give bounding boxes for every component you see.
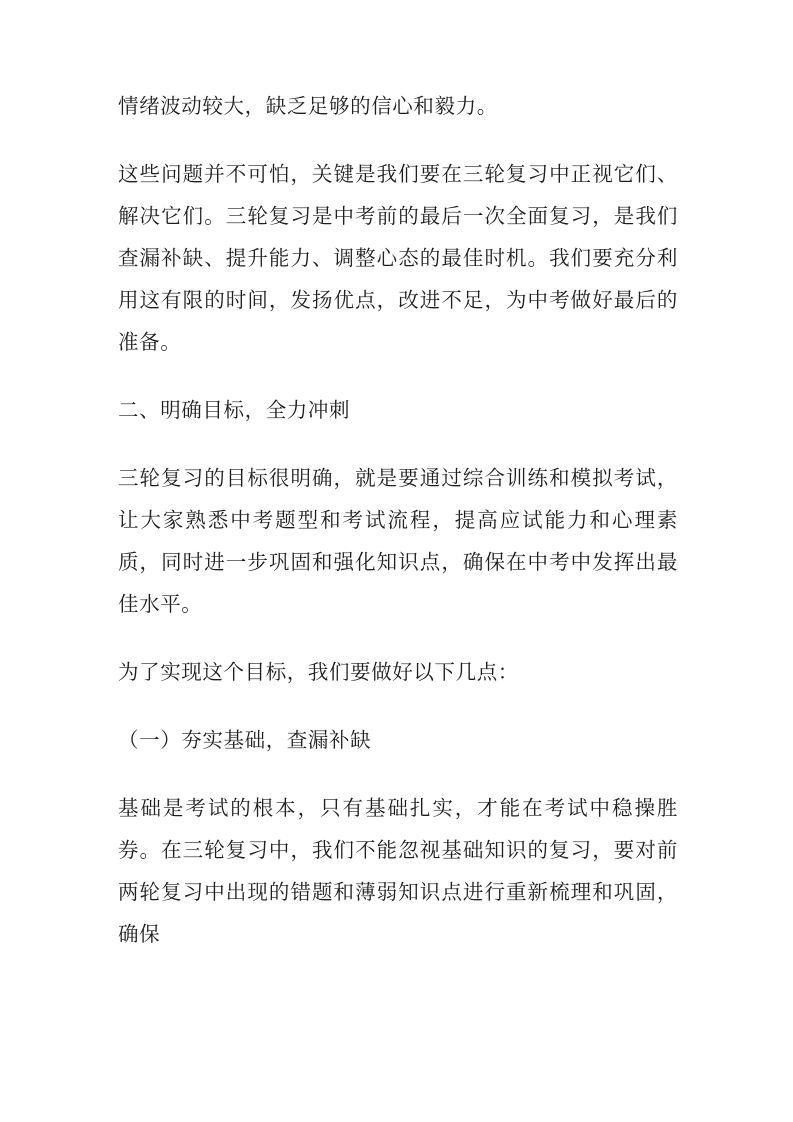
paragraph-4: 三轮复习的目标很明确，就是要通过综合训练和模拟考试，让大家熟悉中考题型和考试流程，提高应试能力和心理素质，同时进一步巩固和强化知识点，确保在中考中发挥出最佳水平。 (118, 467, 678, 616)
paragraph-1: 情绪波动较大，缺乏足够的信心和毅力。 (118, 95, 498, 118)
document-text-column (118, 86, 678, 956)
subsection-heading-1: （一）夯实基础，查漏补缺 (118, 729, 372, 752)
paragraph-5: 为了实现这个目标，我们要做好以下几点： (118, 661, 519, 684)
paragraph-2: 这些问题并不可怕，关键是我们要在三轮复习中正视它们、解决它们。三轮复习是中考前的最后一次全面复习，是我们查漏补缺、提升能力、调整心态的最佳时机。我们要充分利用这有限的时间，发扬优点，改进不足，为中考做好最后的准备。 (118, 163, 678, 354)
section-heading-2: 二、明确目标，全力冲刺 (118, 399, 351, 422)
paragraph-7: 基础是考试的根本，只有基础扎实，才能在考试中稳操胜券。在三轮复习中，我们不能忽视基础知识的复习，要对前两轮复习中出现的错题和薄弱知识点进行重新梳理和巩固，确保 (118, 797, 678, 946)
